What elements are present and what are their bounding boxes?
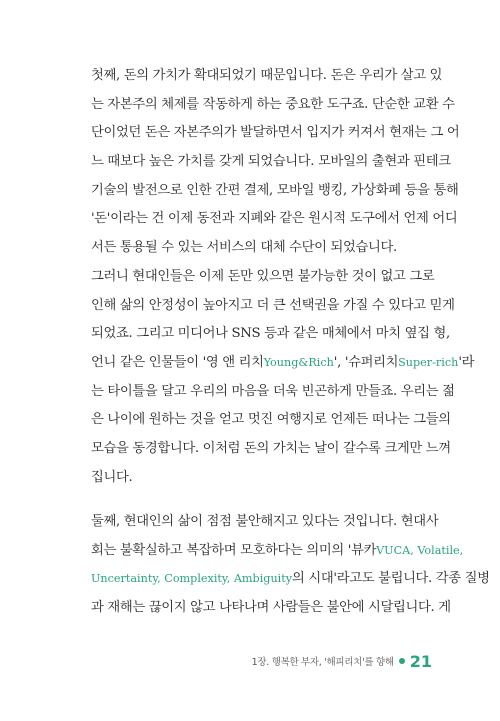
text-run: 인해 삶의 안정성이 높아지고 더 큰 선택권을 가질 수 있다고 믿게	[91, 297, 455, 313]
text-line	[91, 406, 451, 435]
text-run: 모습을 동경합니다. 이처럼 돈의 가치는 날이 갈수록 크게만 느껴	[91, 440, 451, 456]
text-run: '라	[458, 354, 475, 370]
text-line	[91, 508, 439, 537]
paragraph-block-1	[91, 62, 475, 492]
text-line	[91, 537, 464, 566]
text-run: 과 재해는 끊이지 않고 나타나며 사람들은 불안에 시달립니다. 게	[91, 600, 451, 616]
english-gloss: Super-rich	[398, 355, 459, 369]
paragraph-block-2	[91, 508, 490, 623]
english-gloss: Young&Rich	[263, 355, 334, 369]
text-run: 느 때보다 높은 가치를 갖게 되었습니다. 모바일의 출현과 핀테크	[91, 154, 451, 170]
text-run: 집니다.	[91, 469, 133, 485]
text-run: 은 나이에 원하는 것을 얻고 멋진 여행지로 언제든 떠나는 그들의	[91, 412, 451, 428]
text-run: 되었죠. 그리고 미디어나 SNS 등과 같은 매체에서 마치 옆집 형,	[91, 326, 450, 342]
text-run: 는 타이틀을 달고 우리의 마음을 더욱 빈곤하게 만들죠. 우리는 젊	[91, 383, 455, 399]
page-footer	[180, 650, 432, 672]
text-run: 서든 통용될 수 있는 서비스의 대체 수단이 되었습니다.	[91, 240, 397, 256]
text-line	[91, 292, 455, 321]
text-run: 언니 같은 인물들이 '영 앤 리치	[91, 354, 264, 370]
text-run: 의 시대'라고도 불립니다. 각종 질병	[292, 571, 490, 587]
text-line	[91, 177, 459, 206]
text-line	[91, 320, 450, 349]
text-run: 둘째, 현대인의 삶이 점점 불안해지고 있다는 것입니다. 현대사	[91, 514, 439, 529]
running-footer-chapter-title: 1장. 행복한 부자, '해피리치'를 향해	[251, 657, 394, 668]
text-line	[91, 119, 460, 148]
text-line	[91, 91, 455, 120]
text-run: 는 자본주의 체제를 작동하게 하는 중요한 도구죠. 단순한 교환 수	[91, 96, 455, 112]
text-line	[91, 263, 435, 292]
page-number: 21	[409, 651, 432, 671]
text-run: 단이었던 돈은 자본주의가 발달하면서 입지가 커져서 현재는 그 어	[91, 125, 460, 141]
text-line	[91, 62, 443, 91]
text-line	[91, 234, 431, 263]
text-line	[91, 594, 451, 623]
text-line	[91, 205, 458, 234]
text-line	[91, 464, 431, 493]
text-line	[91, 349, 475, 378]
text-line	[91, 148, 451, 177]
text-run: 회는 불확실하고 복잡하며 모호하다는 의미의 '뷰카	[91, 542, 377, 558]
text-line	[91, 435, 451, 464]
text-run: 그러니 현대인들은 이제 돈만 있으면 불가능한 것이 없고 그로	[91, 268, 435, 284]
text-run: 첫째, 돈의 가치가 확대되었기 때문입니다. 돈은 우리가 살고 있	[91, 68, 443, 83]
english-gloss: VUCA, Volatile,	[376, 543, 464, 557]
text-line	[91, 378, 455, 407]
text-run: '돈'이라는 건 이제 동전과 지폐와 같은 원시적 도구에서 언제 어디	[91, 211, 458, 227]
text-run: ', '슈퍼리치	[333, 354, 399, 370]
english-gloss: Uncertainty, Complexity, Ambiguity	[91, 572, 293, 586]
bullet-dot-icon	[399, 658, 405, 664]
text-run: 기술의 발전으로 인한 간편 결제, 모바일 뱅킹, 가상화폐 등을 통해	[91, 182, 459, 198]
text-line	[91, 565, 490, 594]
